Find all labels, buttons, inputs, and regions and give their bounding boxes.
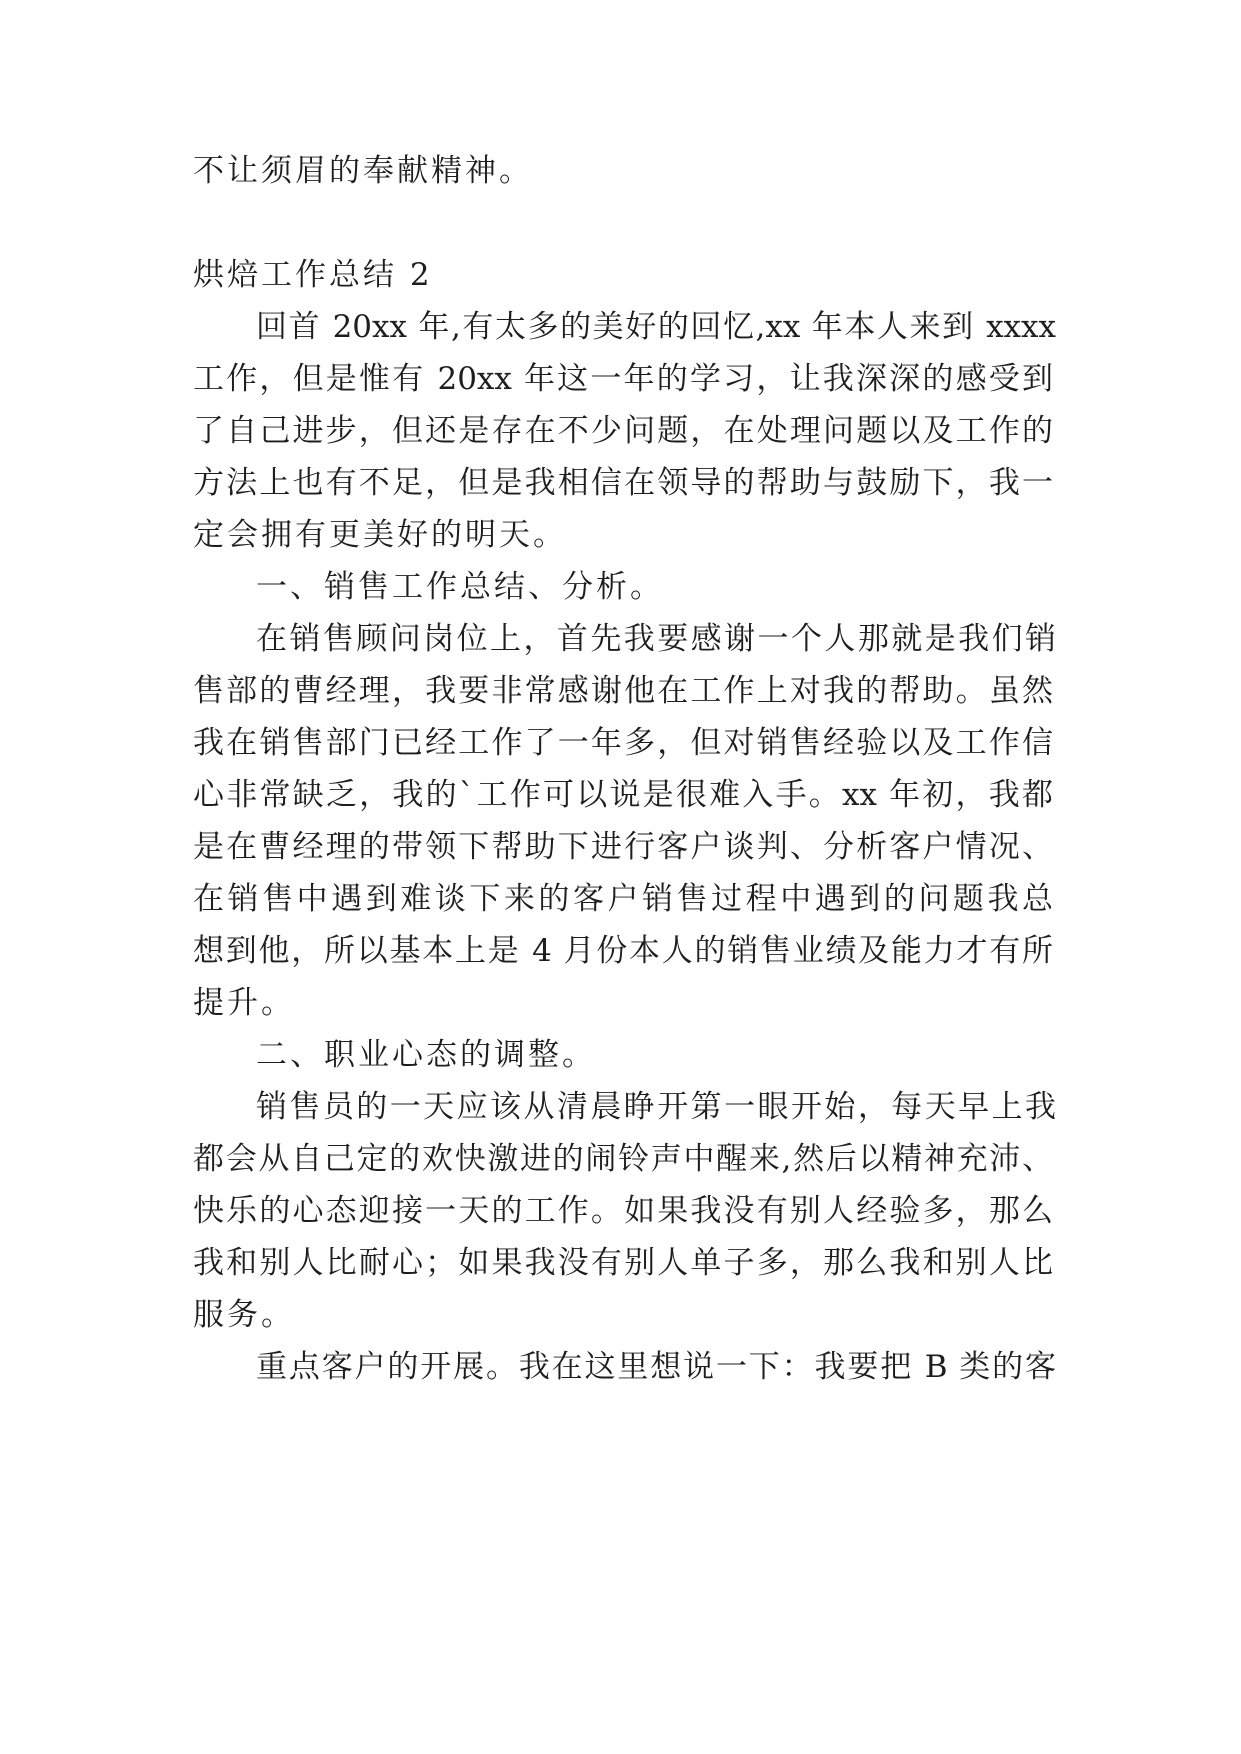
section-title: 烘焙工作总结 2 <box>193 257 433 293</box>
text-line: 不让须眉的奉献精神。 <box>193 153 533 189</box>
text-line: 都会从自己定的欢快激进的闹铃声中醒来,然后以精神充沛、 <box>193 1141 1053 1177</box>
text-line: 想到他，所以基本上是 4 月份本人的销售业绩及能力才有所 <box>193 933 1053 969</box>
text-line: 我和别人比耐心；如果我没有别人单子多，那么我和别人比 <box>193 1245 1053 1281</box>
text-line: 快乐的心态迎接一天的工作。如果我没有别人经验多，那么 <box>193 1193 1053 1229</box>
text-line: 是在曹经理的带领下帮助下进行客户谈判、分析客户情况、 <box>193 829 1053 865</box>
text-line: 方法上也有不足，但是我相信在领导的帮助与鼓励下，我一 <box>193 465 1053 501</box>
text-line: 服务。 <box>193 1297 295 1333</box>
text-line: 在销售中遇到难谈下来的客户销售过程中遇到的问题我总 <box>193 881 1053 917</box>
text-line: 销售员的一天应该从清晨睁开第一眼开始，每天早上我 <box>256 1089 1056 1125</box>
text-line: 了自己进步，但还是存在不少问题，在处理问题以及工作的 <box>193 413 1053 449</box>
subheading: 一、销售工作总结、分析。 <box>256 569 664 605</box>
text-line: 重点客户的开展。我在这里想说一下：我要把 B 类的客 <box>256 1349 1056 1385</box>
subheading: 二、职业心态的调整。 <box>256 1037 596 1073</box>
text-line: 在销售顾问岗位上，首先我要感谢一个人那就是我们销 <box>256 621 1056 657</box>
text-line: 售部的曹经理，我要非常感谢他在工作上对我的帮助。虽然 <box>193 673 1053 709</box>
text-line: 我在销售部门已经工作了一年多，但对销售经验以及工作信 <box>193 725 1053 761</box>
text-line: 提升。 <box>193 985 295 1021</box>
text-line: 回首 20xx 年,有太多的美好的回忆,xx 年本人来到 xxxx <box>256 309 1056 345</box>
text-line: 工作，但是惟有 20xx 年这一年的学习，让我深深的感受到 <box>193 361 1053 397</box>
text-line: 心非常缺乏，我的`工作可以说是很难入手。xx 年初，我都 <box>193 777 1053 813</box>
text-line: 定会拥有更美好的明天。 <box>193 517 567 553</box>
